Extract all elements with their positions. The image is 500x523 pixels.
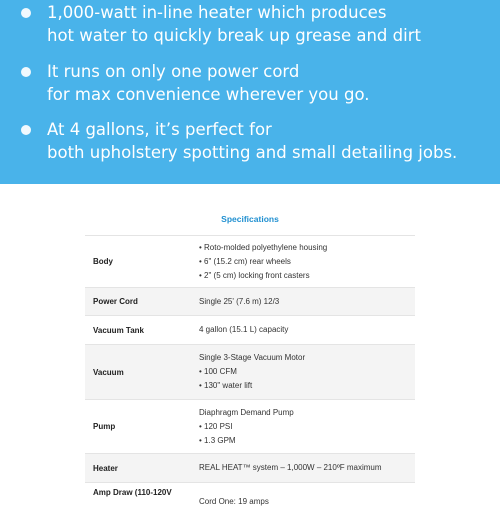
spec-value-line: • 6" (15.2 cm) rear wheels [199,256,291,266]
spec-value-line: • 1.3 GPM [199,435,236,445]
spec-label: Power Cord [85,288,191,316]
spec-label: Vacuum Tank [85,316,191,345]
specifications-table [85,235,415,523]
bullet-dot-icon [21,67,31,77]
spec-value [191,483,415,523]
feature-line: both upholstery spotting and small detailing jobs. [47,143,458,162]
spec-value-line: Diaphragm Demand Pump [199,407,294,417]
specifications-heading: Specifications [221,214,279,224]
spec-value [191,288,415,316]
spec-value-line: REAL HEAT™ system – 1,000W – 210ºF maximum [199,463,382,472]
spec-label: Vacuum [85,345,191,400]
spec-value [191,400,415,454]
spec-value-line: • 120 PSI [199,421,233,431]
spec-value-line: • 2" (5 cm) locking front casters [199,270,310,280]
table-row [85,454,415,483]
spec-value-line: Single 25' (7.6 m) 12/3 [199,296,280,306]
feature-line: 1,000-watt in-line heater which produces [47,3,387,22]
features-banner [0,0,500,184]
spec-value [191,236,415,288]
spec-value-line: Cord One: 19 amps [199,497,269,506]
bullet-dot-icon [21,8,31,18]
feature-line: hot water to quickly break up grease and dirt [47,26,421,45]
spec-label: Heater [85,454,191,483]
spec-value-line: • 130" water lift [199,381,253,390]
spec-value [191,345,415,400]
bullet-dot-icon [21,125,31,135]
spec-label: Body [85,236,191,288]
spec-value-line: Single 3-Stage Vacuum Motor [199,353,306,362]
feature-line: At 4 gallons, it’s perfect for [47,120,272,139]
table-row [85,483,415,523]
table-row [85,400,415,454]
spec-label: Pump [85,400,191,454]
table-row [85,288,415,316]
table-row [85,316,415,345]
spec-value [191,454,415,483]
spec-label: Amp Draw (110-120V [85,483,191,523]
spec-value-line: • Roto-molded polyethylene housing [199,242,328,252]
spec-value [191,316,415,345]
table-row [85,236,415,288]
spec-value-line: • 100 CFM [199,367,237,376]
table-row [85,345,415,400]
feature-line: for max convenience wherever you go. [47,85,370,104]
spec-value-line: 4 gallon (15.1 L) capacity [199,325,289,334]
feature-line: It runs on only one power cord [47,62,300,81]
